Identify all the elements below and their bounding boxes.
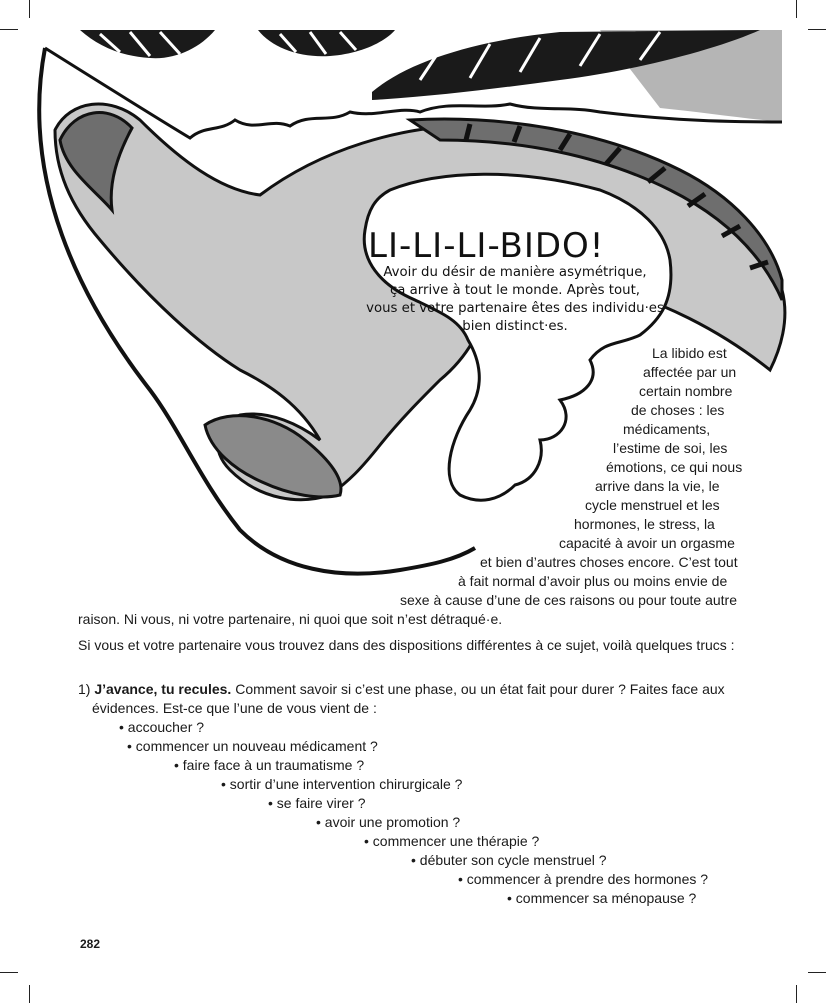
intro-text [355, 264, 675, 336]
para1-line: La libido est [652, 345, 727, 361]
para1-line: l’estime de soi, les [613, 440, 728, 456]
para1-line: arrive dans la vie, le [595, 478, 720, 494]
bullet-item: • faire face à un traumatisme ? [174, 757, 365, 773]
bullet-item: • commencer à prendre des hormones ? [458, 871, 709, 887]
tip-number: 1) [78, 681, 91, 697]
bullet-item: • commencer sa ménopause ? [507, 890, 697, 906]
bullet-item: • débuter son cycle menstruel ? [411, 852, 607, 868]
crop-mark [808, 972, 826, 973]
bullet-item: • se faire virer ? [268, 795, 366, 811]
para1-line: de choses : les [631, 402, 725, 418]
para1-line: capacité à avoir un orgasme [559, 535, 735, 551]
para1-line: hormones, le stress, la [574, 516, 715, 532]
intro-line: ça arrive à tout le monde. Après tout, [389, 283, 641, 298]
page-number: 282 [80, 937, 101, 951]
bullet-item: • sortir d’une intervention chirurgicale ? [221, 776, 463, 792]
para1-line: affectée par un [643, 364, 737, 380]
bullet-item: • accoucher ? [119, 719, 205, 735]
intro-line: vous et votre partenaire êtes des individu·es [366, 301, 664, 316]
tip-heading: J’avance, tu recules. [94, 681, 232, 697]
bullet-item: • commencer un nouveau médicament ? [127, 738, 378, 754]
para1-end: raison. Ni vous, ni votre partenaire, ni quoi que soit n’est détraqué·e. [78, 611, 503, 627]
tips-list [78, 680, 778, 718]
para1-line: cycle menstruel et les [585, 497, 720, 513]
tip-item [78, 680, 778, 718]
para1-line: émotions, ce qui nous [606, 459, 743, 475]
bullet-item: • commencer une thérapie ? [364, 833, 540, 849]
intro-line: Avoir du désir de manière asymétrique, [383, 265, 647, 280]
para1-line: médicaments, [623, 421, 711, 437]
para1-line: sexe à cause d’une de ces raisons ou pour toute autre [400, 592, 737, 608]
crop-mark [796, 985, 797, 1003]
para1-line: et bien d’autres choses encore. C’est tout [480, 554, 738, 570]
para1-line: à fait normal d’avoir plus ou moins envie de [458, 573, 728, 589]
para2: Si vous et votre partenaire vous trouvez dans des dispositions différentes à ce sujet, voilà quelques trucs : [78, 637, 735, 653]
bullet-item: • avoir une promotion ? [316, 814, 461, 830]
crop-mark [0, 972, 18, 973]
tip-text: Comment savoir si c’est une phase, ou un état fait pour durer ? Faites face aux évidences. Est-ce que l’une de vous vient de : [92, 681, 725, 716]
page-title: LI-LI-LI-BIDO! [368, 226, 605, 266]
para1-line: certain nombre [639, 383, 733, 399]
intro-line: bien distinct·es. [462, 319, 568, 334]
crop-mark [29, 985, 30, 1003]
